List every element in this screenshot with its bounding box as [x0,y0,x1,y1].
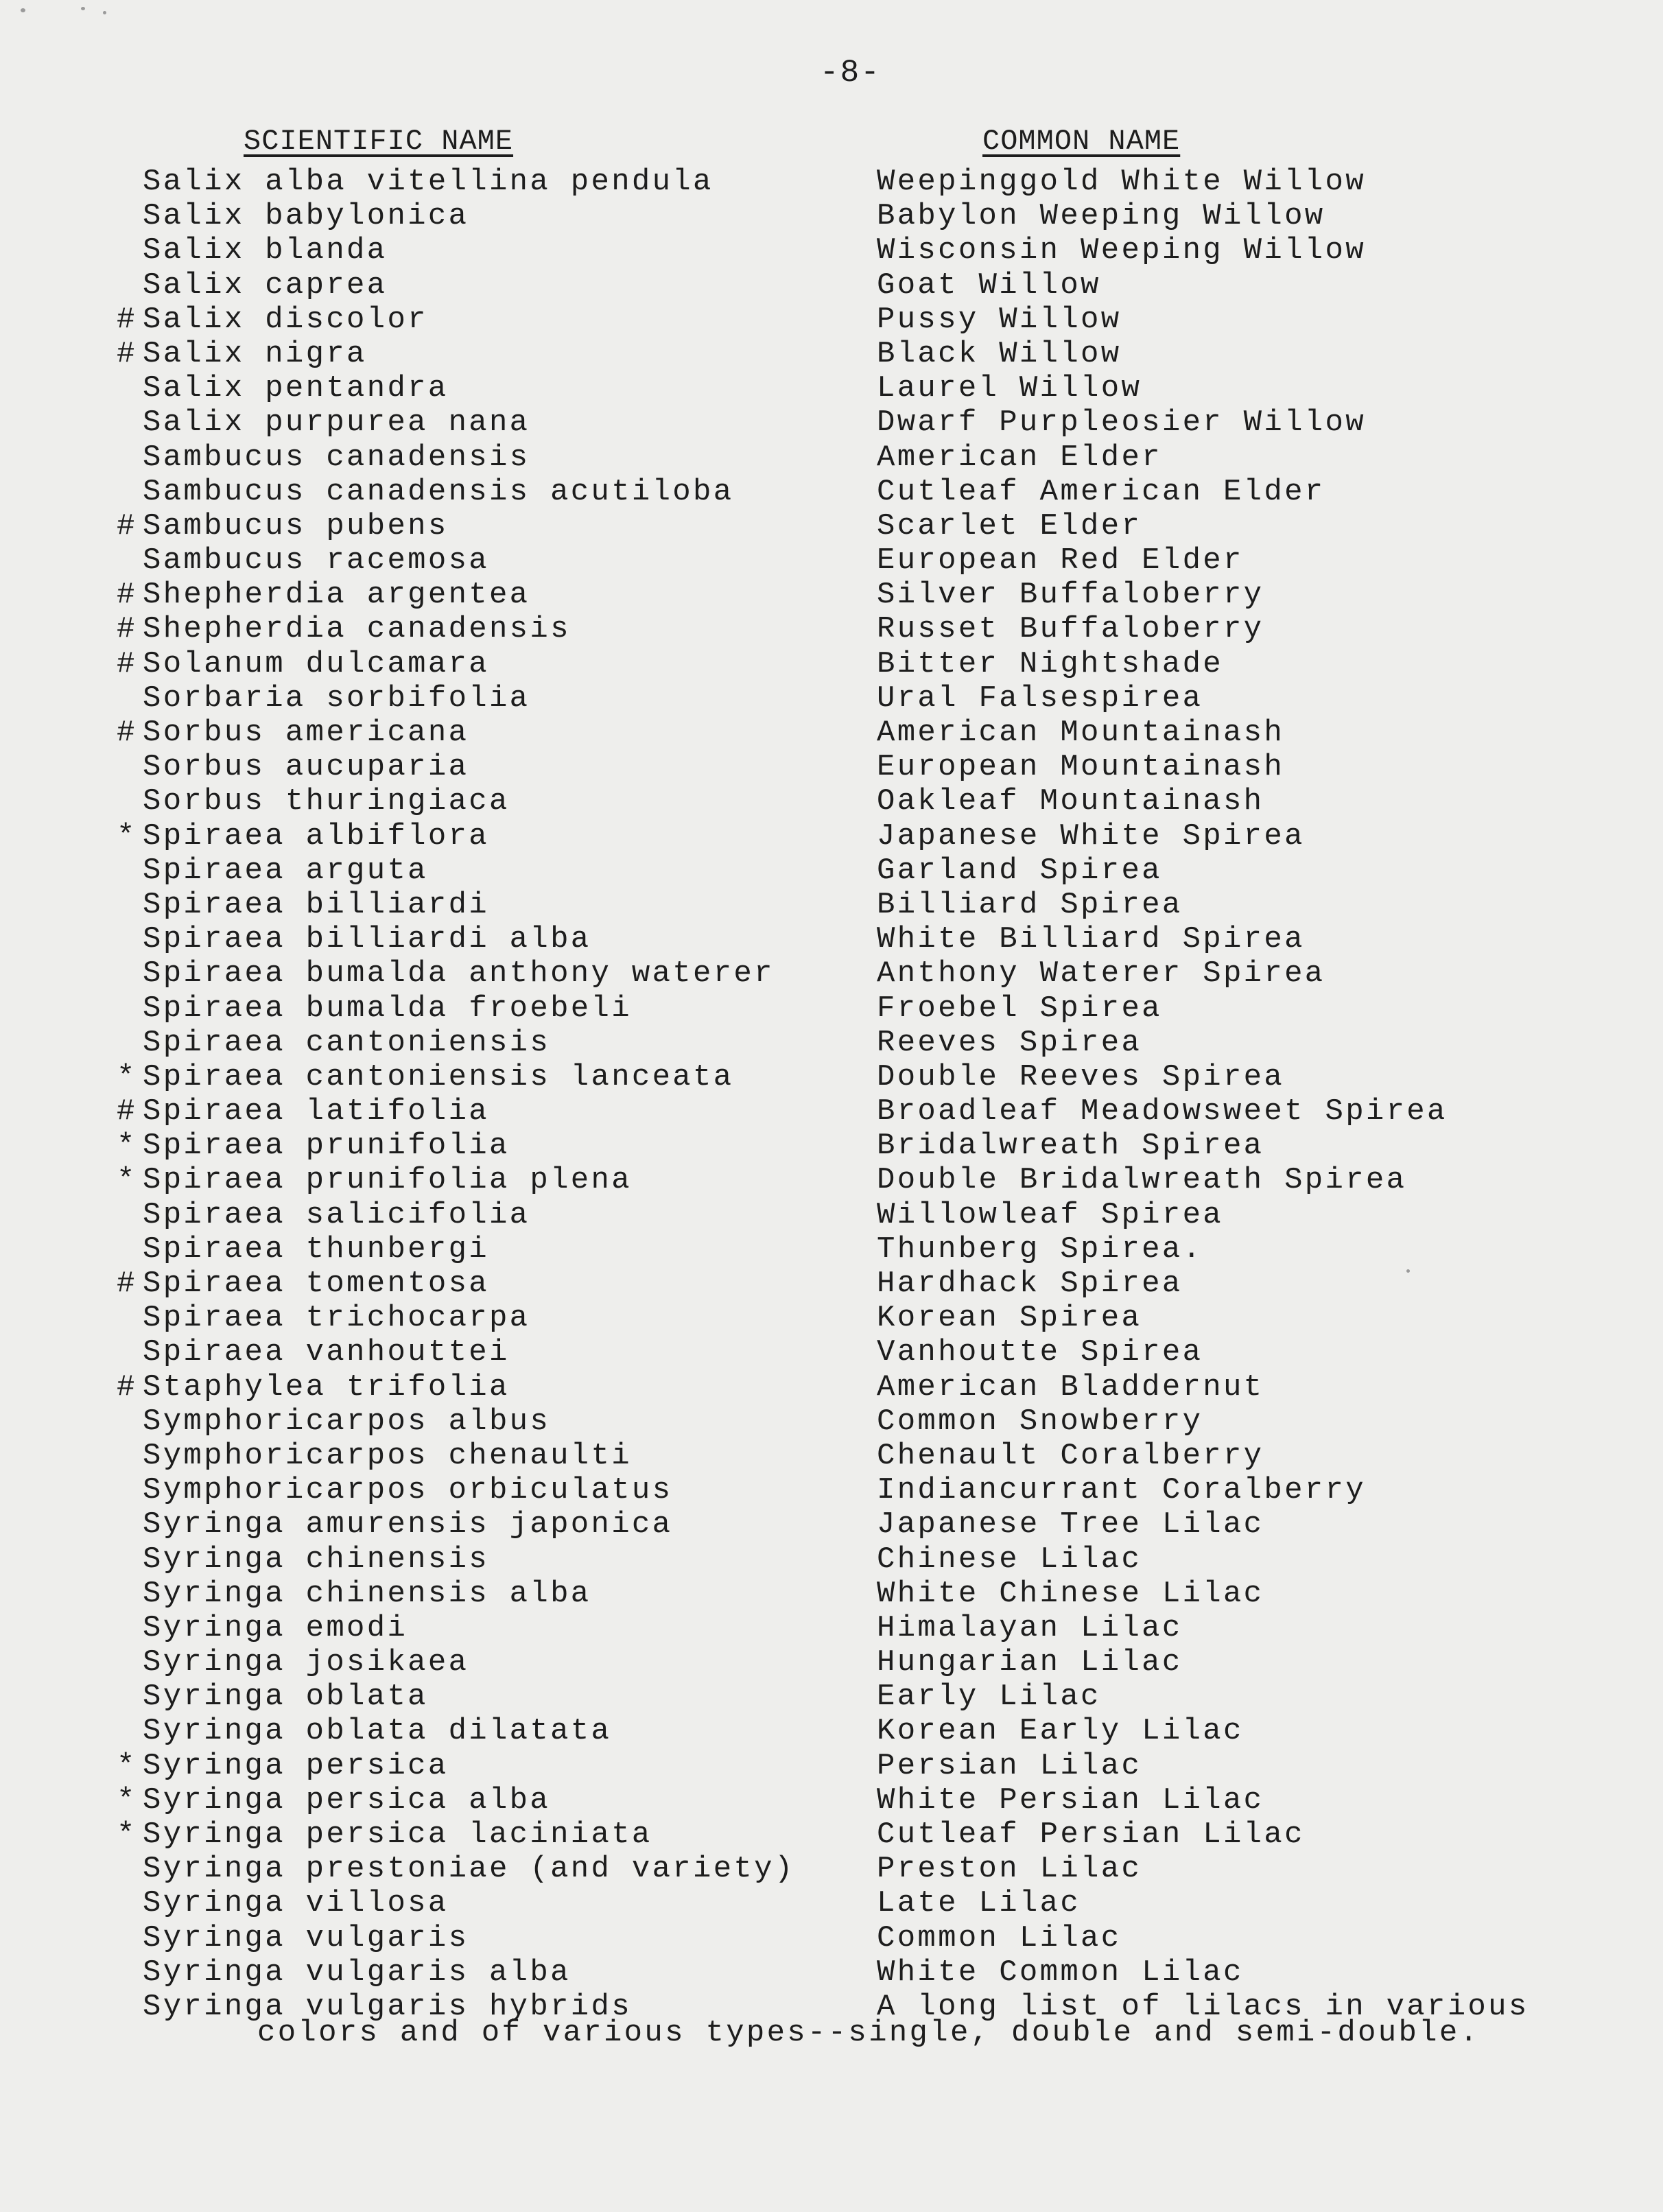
list-item [117,647,1557,681]
page-number: -8- [820,55,881,91]
availability-mark: # [117,508,137,543]
common-name: Pussy Willow [877,302,1122,337]
scientific-name: Syringa oblata [143,1680,428,1715]
scientific-name: Staphylea trifolia [143,1369,510,1404]
common-name: Korean Early Lilac [877,1714,1244,1749]
common-name: Vanhoutte Spirea [877,1335,1203,1370]
scientific-name: Spiraea cantoniensis lanceata [143,1059,734,1094]
scientific-name: Sorbus thuringiaca [143,784,510,819]
availability-mark: * [117,1748,137,1783]
common-name: Indiancurrant Coralberry [877,1473,1366,1508]
list-item [117,165,1557,199]
list-item [117,888,1557,922]
scientific-name: Syringa persica [143,1748,449,1783]
scientific-name: Syringa villosa [143,1886,449,1921]
list-item [117,1026,1557,1060]
list-item [117,337,1557,371]
availability-mark: # [117,646,137,681]
common-name: Cutleaf Persian Lilac [877,1817,1305,1852]
availability-mark: # [117,302,137,337]
scientific-name: Syringa vulgaris hybrids [143,1989,632,2024]
list-item [117,612,1557,646]
common-name: White Billiard Spirea [877,922,1305,957]
common-name: White Persian Lilac [877,1782,1264,1817]
availability-mark: # [117,336,137,371]
list-item [117,578,1557,612]
common-name: Reeves Spirea [877,1025,1142,1060]
list-item [117,1404,1557,1439]
scientific-name: Spiraea billiardi [143,887,489,922]
list-item [117,1611,1557,1645]
common-name: Scarlet Elder [877,508,1142,543]
common-name: Cutleaf American Elder [877,474,1325,509]
list-item [117,1232,1557,1267]
list-item [117,1886,1557,1920]
list-item [117,1714,1557,1748]
scientific-name: Sorbus aucuparia [143,750,469,785]
scientific-name: Sambucus canadensis acutiloba [143,474,734,509]
list-item [117,1335,1557,1369]
common-name: Garland Spirea [877,853,1162,888]
common-name: Weepinggold White Willow [877,165,1366,199]
common-name: Billiard Spirea [877,887,1183,922]
list-item [117,1955,1557,1990]
scientific-name: Spiraea vanhouttei [143,1335,510,1370]
common-name: Anthony Waterer Spirea [877,956,1325,991]
list-item [117,1094,1557,1129]
scientific-name: Symphoricarpos chenaulti [143,1438,632,1473]
availability-mark: # [117,1094,137,1129]
common-name: Broadleaf Meadowsweet Spirea [877,1094,1448,1129]
scientific-name: Shepherdia canadensis [143,612,571,647]
list-item [117,1163,1557,1197]
scientific-name: Salix babylonica [143,199,469,234]
list-item [117,1680,1557,1714]
scientific-name: Spiraea arguta [143,853,428,888]
availability-mark: * [117,1059,137,1094]
list-item [117,1473,1557,1507]
common-name: Preston Lilac [877,1852,1142,1887]
availability-mark: # [117,1267,137,1301]
scientific-name: Sambucus racemosa [143,543,489,578]
list-item [117,509,1557,543]
list-item [117,268,1557,303]
common-name: Japanese White Spirea [877,819,1305,854]
common-name: Thunberg Spirea. [877,1232,1203,1267]
common-name: Willowleaf Spirea [877,1197,1223,1232]
scientific-name: Shepherdia argentea [143,578,530,613]
scientific-name: Spiraea thunbergi [143,1232,489,1267]
scientific-name: Salix alba vitellina pendula [143,165,713,199]
common-name: Hardhack Spirea [877,1267,1183,1301]
scientific-name: Salix nigra [143,336,367,371]
common-name: Oakleaf Mountainash [877,784,1264,819]
list-item [117,199,1557,233]
common-name: Silver Buffaloberry [877,578,1264,613]
list-item [117,1439,1557,1473]
list-item [117,1921,1557,1955]
list-item [117,1542,1557,1577]
scientific-name: Syringa josikaea [143,1645,469,1680]
list-item [117,1267,1557,1301]
scientific-name: Sorbus americana [143,716,469,750]
common-name: Laurel Willow [877,371,1142,406]
list-item [117,543,1557,578]
common-name: American Mountainash [877,716,1285,750]
scan-speck [103,11,106,14]
availability-mark: # [117,716,137,750]
list-item [117,440,1557,475]
common-name: White Chinese Lilac [877,1576,1264,1611]
common-name: American Bladdernut [877,1369,1264,1404]
scientific-name: Syringa emodi [143,1610,408,1645]
scientific-name: Spiraea prunifolia plena [143,1163,632,1198]
scientific-name: Salix discolor [143,302,428,337]
list-item [117,1577,1557,1611]
list-item [117,1370,1557,1404]
list-item [117,750,1557,784]
availability-mark: * [117,1782,137,1817]
common-name: Bridalwreath Spirea [877,1129,1264,1164]
scientific-name: Spiraea latifolia [143,1094,489,1129]
common-name: Goat Willow [877,268,1101,303]
common-name: Double Bridalwreath Spirea [877,1163,1407,1198]
scientific-name: Sambucus pubens [143,508,449,543]
scientific-name: Spiraea billiardi alba [143,922,591,957]
availability-mark: # [117,578,137,613]
list-item [117,956,1557,991]
common-name-header: COMMON NAME [982,125,1181,158]
scientific-name: Syringa vulgaris [143,1920,469,1955]
list-item [117,1817,1557,1852]
common-name: Himalayan Lilac [877,1610,1183,1645]
scan-speck [21,8,25,12]
list-item [117,1301,1557,1335]
list-item [117,1198,1557,1232]
scientific-name: Syringa persica alba [143,1782,551,1817]
scientific-name: Sorbaria sorbifolia [143,681,530,716]
common-name: Korean Spirea [877,1301,1142,1336]
list-item [117,1129,1557,1163]
list-item [117,303,1557,337]
availability-mark: * [117,1129,137,1164]
common-name: European Mountainash [877,750,1285,785]
common-name: American Elder [877,440,1162,475]
common-name: Late Lilac [877,1886,1081,1921]
plant-list [117,165,1557,2024]
footnote-continuation: colors and of various types--single, double and semi-double. [257,2016,1481,2050]
scientific-name: Spiraea cantoniensis [143,1025,551,1060]
common-name: Common Snowberry [877,1404,1203,1439]
list-item [117,1645,1557,1680]
scientific-name: Syringa amurensis japonica [143,1507,673,1542]
scientific-name: Spiraea trichocarpa [143,1301,530,1336]
list-item [117,1749,1557,1783]
list-item [117,1783,1557,1817]
list-item [117,405,1557,440]
scientific-name: Spiraea salicifolia [143,1197,530,1232]
list-item [117,1507,1557,1542]
availability-mark: # [117,612,137,647]
common-name: Hungarian Lilac [877,1645,1183,1680]
common-name: Bitter Nightshade [877,646,1223,681]
list-item [117,371,1557,405]
availability-mark: * [117,819,137,854]
scientific-name: Syringa prestoniae (and variety) [143,1852,795,1887]
scientific-name: Salix blanda [143,233,388,268]
scientific-name: Spiraea tomentosa [143,1267,489,1301]
list-item [117,854,1557,888]
list-item [117,819,1557,854]
common-name: Babylon Weeping Willow [877,199,1325,234]
scientific-name: Spiraea bumalda froebeli [143,991,632,1026]
common-name: Double Reeves Spirea [877,1059,1285,1094]
scientific-name: Spiraea bumalda anthony waterer [143,956,775,991]
common-name: Common Lilac [877,1920,1122,1955]
common-name: Wisconsin Weeping Willow [877,233,1366,268]
list-item [117,233,1557,268]
list-item [117,784,1557,819]
common-name: Chinese Lilac [877,1542,1142,1577]
common-name: Dwarf Purpleosier Willow [877,405,1366,440]
scientific-name: Syringa chinensis alba [143,1576,591,1611]
list-item [117,991,1557,1026]
scientific-name: Solanum dulcamara [143,646,489,681]
scientific-name: Syringa persica laciniata [143,1817,652,1852]
scientific-name: Spiraea prunifolia [143,1129,510,1164]
common-name: Black Willow [877,336,1122,371]
common-name: Russet Buffaloberry [877,612,1264,647]
availability-mark: * [117,1817,137,1852]
list-item [117,1852,1557,1886]
availability-mark: * [117,1163,137,1198]
common-name: Chenault Coralberry [877,1438,1264,1473]
scientific-name: Sambucus canadensis [143,440,530,475]
list-item [117,475,1557,509]
list-item [117,681,1557,716]
common-name: A long list of lilacs in various [877,1989,1529,2024]
scientific-name-header: SCIENTIFIC NAME [244,125,514,158]
list-item [117,1060,1557,1094]
common-name: Froebel Spirea [877,991,1162,1026]
common-name: Japanese Tree Lilac [877,1507,1264,1542]
scientific-name: Syringa chinensis [143,1542,489,1577]
scan-speck [81,7,85,10]
scientific-name: Syringa vulgaris alba [143,1955,571,1990]
scientific-name: Symphoricarpos orbiculatus [143,1473,673,1508]
scientific-name: Syringa oblata dilatata [143,1714,612,1749]
scientific-name: Symphoricarpos albus [143,1404,551,1439]
scientific-name: Salix purpurea nana [143,405,530,440]
common-name: Early Lilac [877,1680,1101,1715]
common-name: White Common Lilac [877,1955,1244,1990]
list-item [117,716,1557,750]
availability-mark: # [117,1369,137,1404]
common-name: Persian Lilac [877,1748,1142,1783]
scientific-name: Salix caprea [143,268,388,303]
common-name: European Red Elder [877,543,1244,578]
scientific-name: Spiraea albiflora [143,819,489,854]
scientific-name: Salix pentandra [143,371,449,406]
list-item [117,922,1557,956]
common-name: Ural Falsespirea [877,681,1203,716]
